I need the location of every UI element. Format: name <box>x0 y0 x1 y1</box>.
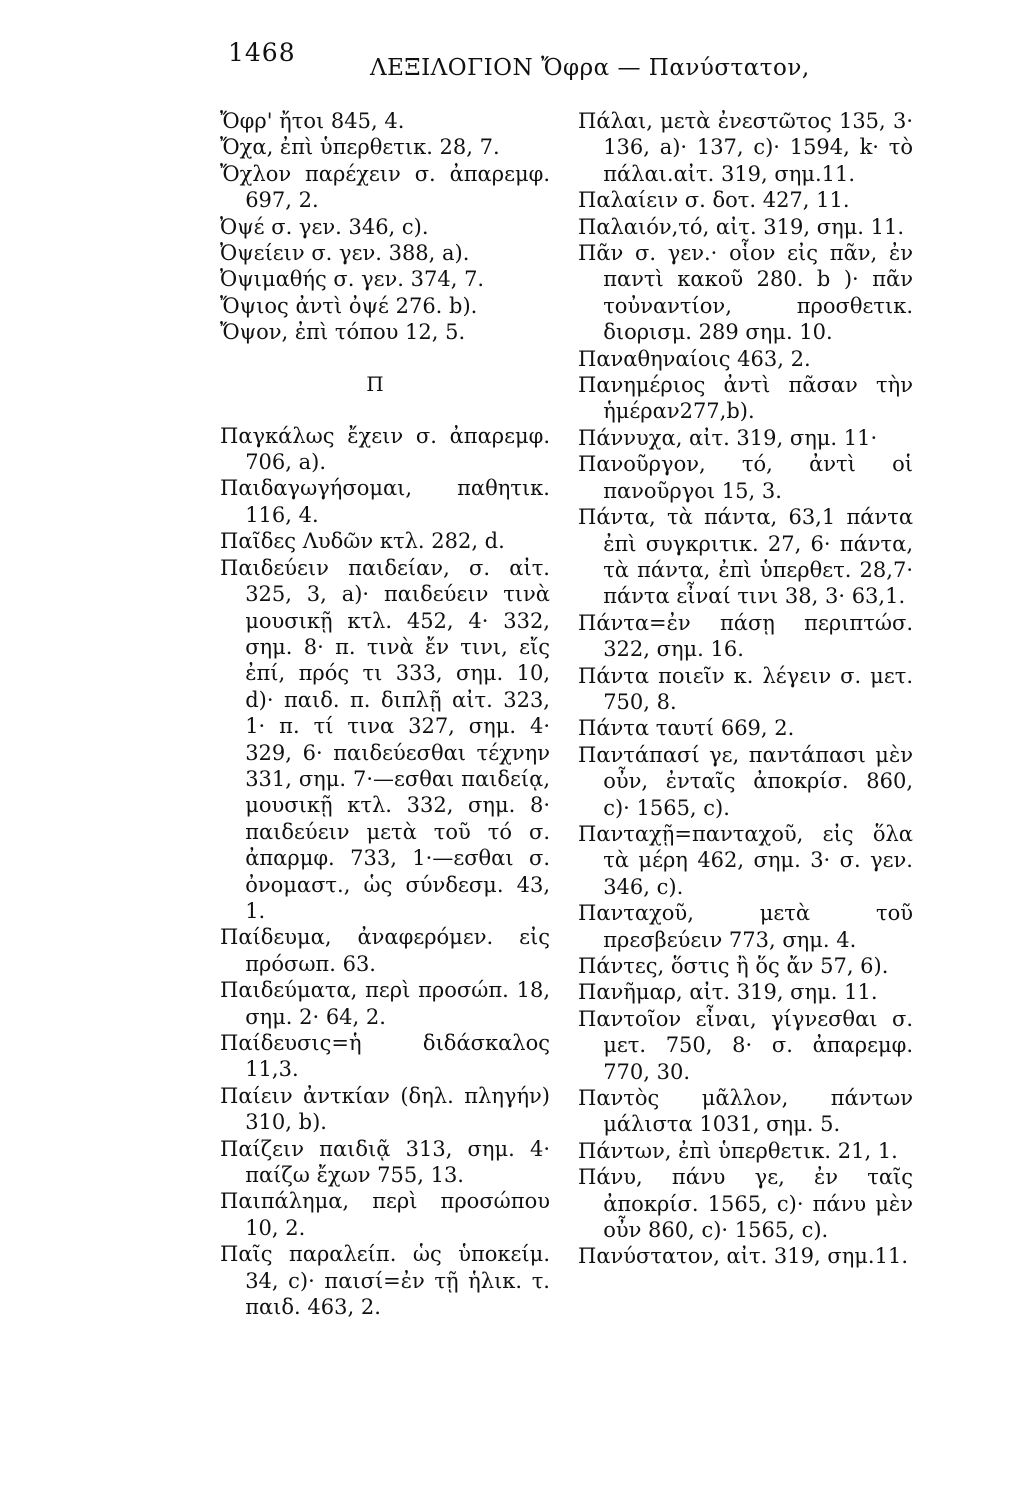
index-entry: Πάντα, τὰ πάντα, 63,1 πάντα ἐπὶ συγκριτικ. 27, 6· πάντα, τὰ πάντα, ἐπὶ ὑπερθετ. 28,7· πάντα εἶναί τινι 38, 3· 63,1. <box>578 505 913 609</box>
index-entry: Ὀψείειν σ. γεν. 388, a). <box>220 241 470 266</box>
section-letter: Π <box>366 371 384 396</box>
index-entry: Πανῆμαρ, αἰτ. 319, σημ. 11. <box>578 980 878 1005</box>
index-entry: Πανημέριος ἀντὶ πᾶσαν τὴν ἡμέραν277,b). <box>578 373 913 424</box>
index-entry: Ὀψιμαθής σ. γεν. 374, 7. <box>220 267 485 292</box>
index-entry: Παίειν ἀντκίαν (δηλ. πληγήν) 310, b). <box>220 1083 550 1135</box>
running-head: ΛΕΞΙΛΟΓΙΟΝ Ὄφρα — Πανύστατον, <box>370 55 810 81</box>
index-entry: Παγκάλως ἔχειν σ. ἀπαρεμφ. 706, a). <box>220 423 550 475</box>
index-entry: Πάνυ, πάνυ γε, ἐν ταῖς ἀποκρίσ. 1565, c)· πάνυ μὲν οὖν 860, c)· 1565, c). <box>578 1165 913 1243</box>
index-entry: Παλαιόν,τό, αἰτ. 319, σημ. 11. <box>578 214 905 239</box>
index-entry: Πάντες, ὅστις ἢ ὅς ἄν 57, 6). <box>578 954 889 978</box>
index-entry: Ὄχα, ἐπὶ ὑπερθετικ. 28, 7. <box>220 135 500 160</box>
index-entry: Παιδεύειν παιδείαν, σ. αἰτ. 325, 3, a)· παιδεύειν τινὰ μουσικῇ κτλ. 452, 4· 332, σημ. 8· π. τινὰ ἔν τινι, εἴς ἐπί, πρός τι 333, σημ. 10, d)· παιδ. π. διπλῇ αἰτ. 323, 1· π. τί τινα 327, σημ. 4· 329, 6· παιδεύεσθαι τέχνην 331, σημ. 7·—εσθαι παιδείᾳ, μουσικῇ κτλ. 332, σημ. 8· παιδεύειν μετὰ τοῦ τό σ. ἀπαρμφ. 733, 1·—εσθαι σ. ὀνομαστ., ὡς σύνδεσμ. 43, 1. <box>220 555 550 923</box>
index-entry: Παντὸς μᾶλλον, πάντων μάλιστα 1031, σημ. 5. <box>578 1086 913 1137</box>
index-entry: Παντάπασί γε, παντάπασι μὲν οὖν, ἐνταῖς ἀποκρίσ. 860, c)· 1565, c). <box>578 742 913 820</box>
index-entry: Πᾶν σ. γεν.· οἷον εἰς πᾶν, ἐν παντὶ κακοῦ 280. b )· πᾶν τοὐναντίον, προσθετικ. διορισμ. 289 σημ. 10. <box>578 241 913 345</box>
index-entry: Πανταχοῦ, μετὰ τοῦ πρεσβεύειν 773, σημ. 4. <box>578 901 913 952</box>
index-entry: Πάννυχα, αἰτ. 319, σημ. 11· <box>578 425 878 450</box>
index-entry: Ὄχλον παρέχειν σ. ἀπαρεμφ. 697, 2. <box>220 161 550 213</box>
index-entry: Ὀψέ σ. γεν. 346, c). <box>220 214 429 239</box>
index-entry: Πάντα ταυτί 669, 2. <box>578 716 795 741</box>
page-number: 1468 <box>228 38 296 67</box>
index-entry: Παίζειν παιδιᾷ 313, σημ. 4· παίζω ἔχων 755, 13. <box>220 1136 550 1188</box>
index-entry: Πάντα ποιεῖν κ. λέγειν σ. μετ. 750, 8. <box>578 663 913 714</box>
index-entry: Ὄψον, ἐπὶ τόπου 12, 5. <box>220 320 466 345</box>
index-entry: Πανύστατον, αἰτ. 319, σημ.11. <box>578 1244 908 1269</box>
index-entry: Πανοῦργον, τό, ἀντὶ οἱ πανοῦργοι 15, 3. <box>578 452 913 503</box>
index-entry: Παιδαγωγήσομαι, παθητικ. 116, 4. <box>220 476 550 527</box>
index-entry: Παίδευμα, ἀναφερόμεν. εἰς πρόσωπ. 63. <box>220 925 550 976</box>
index-entry: Παιδεύματα, περὶ προσώπ. 18, σημ. 2· 64, 2. <box>220 978 550 1029</box>
index-entry: Ὄψιος ἀντὶ ὀψέ 276. b). <box>220 293 478 318</box>
right-column <box>578 108 913 1270</box>
index-entry: Παντοῖον εἶναι, γίγνεσθαι σ. μετ. 750, 8· σ. ἀπαρεμφ. 770, 30. <box>578 1006 913 1084</box>
index-entry: Πάντων, ἐπὶ ὑπερθετικ. 21, 1. <box>578 1138 898 1163</box>
left-column <box>220 108 550 1320</box>
index-entry: Παίδευσις=ἡ διδάσκαλος 11,3. <box>220 1031 550 1082</box>
index-entry: Ὄφρ' ἤτοι 845, 4. <box>220 109 405 133</box>
index-entry: Παναθηναίοις 463, 2. <box>578 346 811 371</box>
index-entry: Πάντα=ἐν πάσῃ περιπτώσ. 322, σημ. 16. <box>578 610 913 662</box>
index-entry: Παῖδες Λυδῶν κτλ. 282, d. <box>220 529 505 554</box>
index-entry: Παλαίειν σ. δοτ. 427, 11. <box>578 188 850 213</box>
index-entry: Παῖς παραλείπ. ὡς ὑποκείμ. 34, c)· παισί=ἐν τῇ ἡλικ. τ. παιδ. 463, 2. <box>220 1242 550 1320</box>
index-entry: Παιπάλημα, περὶ προσώπου 10, 2. <box>220 1189 550 1240</box>
index-entry: Πάλαι, μετὰ ἐνεστῶτος 135, 3· 136, a)· 137, c)· 1594, k· τὸ πάλαι.αἰτ. 319, σημ.11. <box>578 109 913 186</box>
index-entry: Πανταχῇ=πανταχοῦ, εἰς ὅλα τὰ μέρη 462, σημ. 3· σ. γεν. 346, c). <box>578 821 913 899</box>
